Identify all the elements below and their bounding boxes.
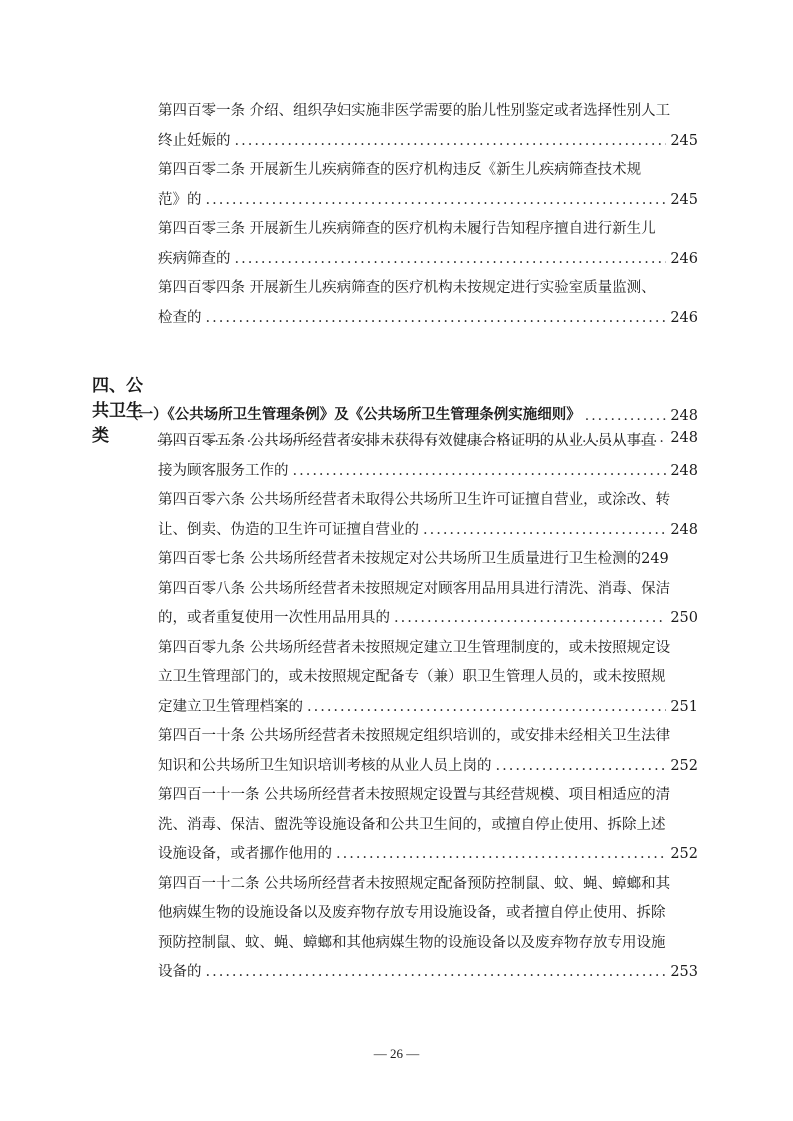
toc-entry-line: 预防控制鼠、蚊、蝇、蟑螂和其他病媒生物的设施设备以及废弃物存放专用设施 (158, 934, 666, 951)
toc-entry-line: 立卫生管理部门的，或未按照规定配备专（兼）职卫生管理人员的，或未按照规 (158, 669, 666, 685)
leader-dots (206, 309, 667, 327)
toc-entry-last-line: 设施设备，或者挪作他用的 (158, 846, 332, 862)
subsection-page: 248 (670, 408, 698, 424)
leader-dots (307, 698, 666, 716)
leader-dots (156, 430, 666, 446)
toc-entry[interactable] (158, 786, 698, 875)
toc-entry-page: 248 (670, 521, 698, 538)
toc-entry-page: 252 (670, 846, 698, 862)
toc-entry-line: 第四百一十二条 公共场所经营者未按照规定配备预防控制鼠、蚊、蝇、蟑螂和其 (158, 875, 671, 892)
leader-dots (336, 845, 666, 863)
toc-entry-page: 245 (670, 132, 698, 149)
toc-entry[interactable] (158, 727, 698, 786)
subsection-heading[interactable] (124, 403, 698, 424)
toc-entry-last-line: 检查的 (158, 309, 202, 326)
toc-entry-line: 洗、消毒、保洁、盥洗等设施设备和公共卫生间的，或擅自停止使用、拆除上述 (158, 816, 666, 833)
toc-entry-last-line: 定建立卫生管理档案的 (158, 698, 303, 715)
section-title: 四、公共卫生类 (92, 376, 143, 446)
toc-entry[interactable] (158, 220, 698, 279)
toc-entry[interactable] (158, 102, 698, 161)
leader-dots (585, 408, 667, 424)
subsection-title: （一）《公共场所卫生管理条例》及《公共场所卫生管理条例实施细则》 (124, 407, 581, 423)
toc-entry[interactable] (158, 161, 698, 220)
leader-dots (235, 132, 667, 150)
toc-entry-last-line: 终止妊娠的 (158, 132, 231, 149)
toc-entry-last-line: 的，或者重复使用一次性用品用具的 (158, 610, 390, 626)
toc-entry-line: 第四百零八条 公共场所经营者未按照规定对顾客用品用具进行清洗、消毒、保洁 (158, 580, 671, 597)
leader-dots (293, 462, 667, 480)
toc-entry-last-line: 接为顾客服务工作的 (158, 462, 289, 479)
toc-entry-last-line: 知识和公共场所卫生知识培训考核的从业人员上岗的 (158, 757, 492, 774)
toc-entry-last-line: 范》的 (158, 191, 202, 208)
section-page: 248 (670, 430, 698, 446)
leader-dots (235, 250, 667, 268)
toc-entry-last-line: 让、倒卖、伪造的卫生许可证擅自营业的 (158, 521, 419, 538)
toc-entry-line: 第四百零三条 开展新生儿疾病筛查的医疗机构未履行告知程序擅自进行新生儿 (158, 221, 656, 237)
toc-entry-line: 第四百零五条 公共场所经营者安排未获得有效健康合格证明的从业人员从事直 (158, 433, 656, 449)
toc-entry-line: 第四百零二条 开展新生儿疾病筛查的医疗机构违反《新生儿疾病筛查技术规 (158, 162, 642, 178)
toc-entry-line: 第四百零一条 介绍、组织孕妇实施非医学需要的胎儿性别鉴定或者选择性别人工 (158, 103, 671, 119)
toc-entry-page: 252 (670, 757, 698, 774)
toc-entry-last-line: 疾病筛查的 (158, 250, 231, 267)
toc-entry[interactable] (158, 279, 698, 338)
leader-dots (206, 191, 667, 209)
leader-dots (496, 757, 667, 775)
toc-entry-page: 253 (670, 964, 698, 980)
toc-entry[interactable] (158, 580, 698, 639)
toc-entry-last-line: 第四百零七条 公共场所经营者未按规定对公共场所卫生质量进行卫生检测的249 (158, 551, 669, 567)
leader-dots (206, 963, 667, 981)
toc-entry-line: 第四百一十一条 公共场所经营者未按照规定设置与其经营规模、项目相适应的清 (158, 787, 671, 803)
toc-entry-page: 248 (670, 462, 698, 479)
toc-entry[interactable] (158, 875, 698, 993)
toc-entry-line: 第四百零九条 公共场所经营者未按照规定建立卫生管理制度的，或未按照规定设 (158, 639, 671, 656)
toc-entry-page: 251 (670, 698, 698, 715)
toc-entry-line: 他病媒生物的设施设备以及废弃物存放专用设施设备，或者擅自停止使用、拆除 (158, 905, 666, 921)
toc-entry[interactable] (158, 639, 698, 728)
toc-entry-page: 250 (670, 610, 698, 626)
leader-dots (423, 521, 666, 539)
toc-entry-page: 246 (670, 309, 698, 326)
leader-dots (394, 609, 666, 627)
toc-entry-page: 246 (670, 250, 698, 267)
toc-entry[interactable] (158, 491, 698, 550)
toc-entry[interactable] (158, 550, 698, 580)
toc-entry-line: 第四百一十条 公共场所经营者未按照规定组织培训的，或安排未经相关卫生法律 (158, 728, 671, 744)
toc-entry-line: 第四百零四条 开展新生儿疾病筛查的医疗机构未按规定进行实验室质量监测、 (158, 280, 656, 296)
toc-entry-last-line: 设备的 (158, 964, 202, 980)
toc-entry-page: 245 (670, 191, 698, 208)
page-footer: — 26 — (373, 1046, 420, 1061)
toc-entry-line: 第四百零六条 公共场所经营者未取得公共场所卫生许可证擅自营业，或涂改、转 (158, 492, 671, 508)
